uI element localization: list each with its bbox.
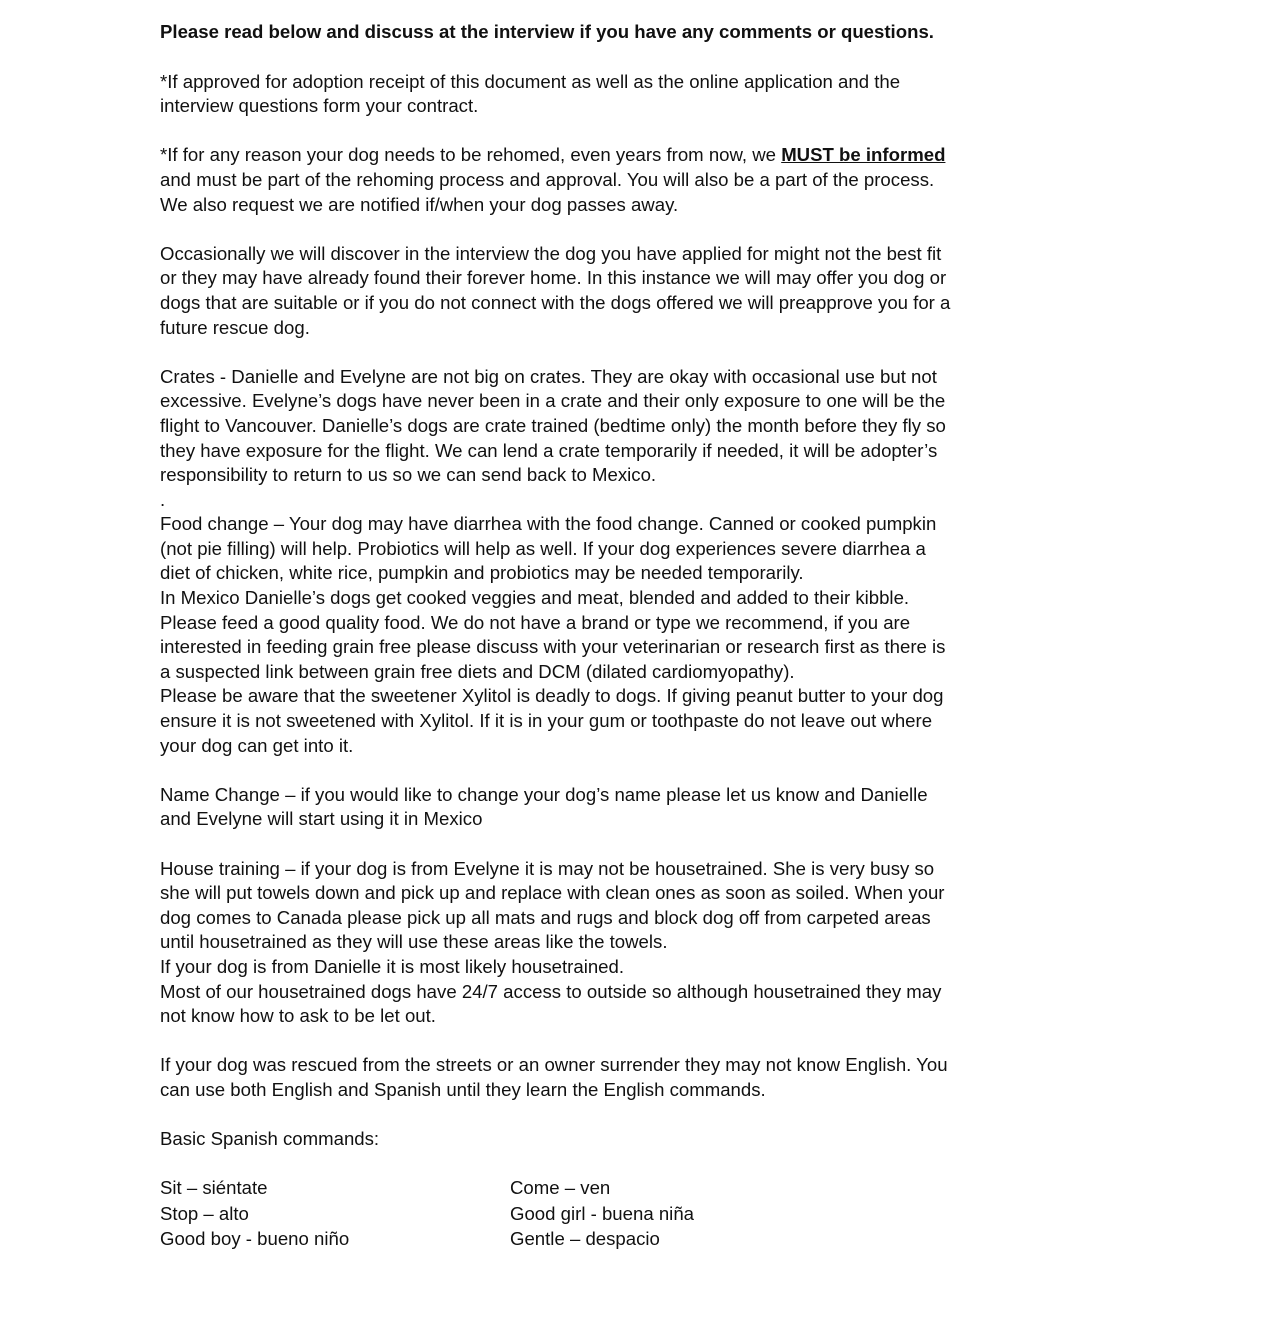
rehome-paragraph: [160, 143, 1220, 217]
command-item: Sit – siéntate: [160, 1177, 268, 1199]
interview-fit-paragraph: [160, 242, 1220, 340]
text-line: In Mexico Danielle’s dogs get cooked veggies and meat, blended and added to their kibble.: [160, 587, 910, 609]
text-line: diet of chicken, white rice, pumpkin and probiotics may be needed temporarily.: [160, 562, 804, 584]
text-line: Crates - Danielle and Evelyne are not big on crates. They are okay with occasional use but not: [160, 365, 937, 387]
text-line: they have exposure for the flight. We can lend a crate temporarily if needed, it will be adopter’s: [160, 439, 938, 461]
language-paragraph: [160, 1053, 1220, 1102]
text-line: If your dog is from Danielle it is most likely housetrained.: [160, 955, 625, 977]
text-line: *If approved for adoption receipt of this document as well as the online application and the: [160, 70, 901, 92]
text-line: and must be part of the rehoming process and approval. You will also be a part of the process.: [160, 168, 935, 190]
crates-paragraph: [160, 365, 1220, 513]
text-line: Food change – Your dog may have diarrhea with the food change. Canned or cooked pumpkin: [160, 513, 937, 535]
must-be-informed-emphasis: MUST be informed: [781, 144, 946, 166]
text-line: excessive. Evelyne’s dogs have never been in a crate and their only exposure to one will be the: [160, 390, 946, 412]
text-line: Occasionally we will discover in the interview the dog you have applied for might not the best fit: [160, 242, 942, 264]
document-heading: Please read below and discuss at the interview if you have any comments or questions.: [160, 21, 934, 42]
text-line: can use both English and Spanish until they learn the English commands.: [160, 1078, 766, 1100]
text-line: Please feed a good quality food. We do not have a brand or type we recommend, if you are: [160, 611, 911, 633]
text-line: If your dog was rescued from the streets or an owner surrender they may not know English. You: [160, 1054, 948, 1076]
commands-title: Basic Spanish commands:: [160, 1128, 380, 1150]
text-line: House training – if your dog is from Evelyne it is may not be housetrained. She is very busy so: [160, 857, 935, 879]
text-line: or they may have already found their forever home. In this instance we will may offer you dog or: [160, 267, 947, 289]
text-line: not know how to ask to be let out.: [160, 1005, 436, 1027]
text-line: We also request we are notified if/when your dog passes away.: [160, 193, 679, 215]
name-change-paragraph: [160, 783, 1220, 832]
text-line: your dog can get into it.: [160, 734, 354, 756]
text-line: (not pie filling) will help. Probiotics will help as well. If your dog experiences severe diarrhea a: [160, 537, 926, 559]
text-line: interested in feeding grain free please discuss with your veterinarian or research first as there is: [160, 636, 946, 658]
text-line: dog comes to Canada please pick up all mats and rugs and block dog off from carpeted areas: [160, 906, 931, 928]
spanish-commands-list: [160, 1176, 1220, 1252]
text-line: flight to Vancouver. Danielle’s dogs are crate trained (bedtime only) the month before they fly so: [160, 414, 946, 436]
command-item: Stop – alto: [160, 1202, 249, 1224]
text-line: and Evelyne will start using it in Mexico: [160, 808, 483, 830]
text-line: Please be aware that the sweetener Xylitol is deadly to dogs. If giving peanut butter to your dog: [160, 685, 944, 707]
document-page: [160, 20, 1220, 1252]
commands-right-column: [510, 1176, 694, 1253]
text-line: Most of our housetrained dogs have 24/7 access to outside so although housetrained they may: [160, 980, 942, 1002]
commands-left-column: [160, 1176, 349, 1253]
text-line: responsibility to return to us so we can send back to Mexico.: [160, 464, 657, 486]
command-item: Good boy - bueno niño: [160, 1228, 350, 1250]
rehome-text: *If for any reason your dog needs to be rehomed, even years from now, we: [160, 144, 782, 166]
text-line: future rescue dog.: [160, 316, 310, 338]
command-item: Gentle – despacio: [510, 1228, 660, 1250]
stray-period: .: [160, 488, 166, 510]
text-line: a suspected link between grain free diets and DCM (dilated cardiomyopathy).: [160, 660, 795, 682]
text-line: interview questions form your contract.: [160, 95, 479, 117]
text-line: [160, 143, 1220, 168]
food-paragraph: [160, 512, 1220, 758]
contract-paragraph: [160, 70, 1220, 119]
text-line: ensure it is not sweetened with Xylitol. If it is in your gum or toothpaste do not leave out where: [160, 710, 933, 732]
text-line: Name Change – if you would like to change your dog’s name please let us know and Danielle: [160, 783, 928, 805]
text-line: dogs that are suitable or if you do not connect with the dogs offered we will preapprove you for a: [160, 291, 951, 313]
command-item: Come – ven: [510, 1177, 611, 1199]
house-training-paragraph: [160, 857, 1220, 1029]
command-item: Good girl - buena niña: [510, 1202, 694, 1224]
text-line: she will put towels down and pick up and replace with clean ones as soon as soiled. When your: [160, 882, 945, 904]
text-line: until housetrained as they will use these areas like the towels.: [160, 931, 668, 953]
